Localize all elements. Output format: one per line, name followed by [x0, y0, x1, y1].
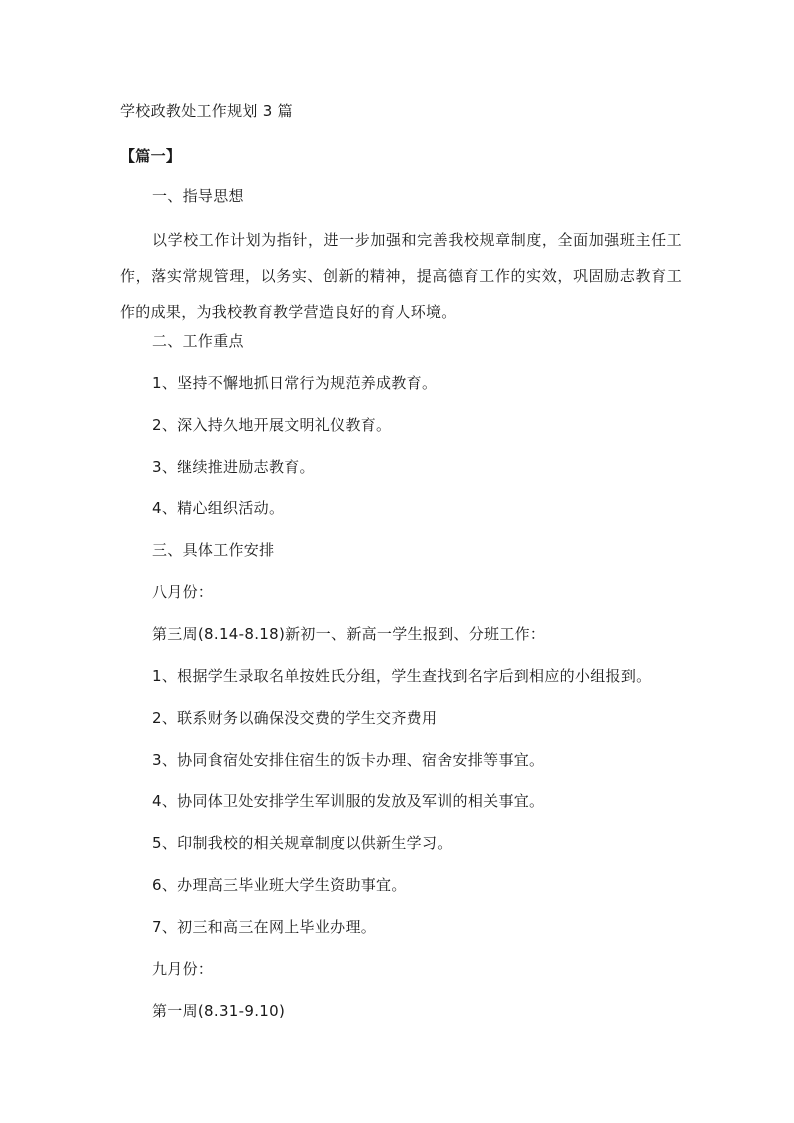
august-item: 7、初三和高三在网上毕业办理。 [152, 918, 377, 936]
heading-guiding-thought: 一、指导思想 [152, 187, 244, 205]
month-august: 八月份： [152, 583, 214, 601]
august-item: 5、印制我校的相关规章制度以供新生学习。 [152, 834, 453, 852]
august-item: 3、协同食宿处安排住宿生的饭卡办理、宿舍安排等事宜。 [152, 751, 545, 769]
august-item: 1、根据学生录取名单按姓氏分组，学生查找到名字后到相应的小组报到。 [152, 667, 652, 685]
focus-item: 1、坚持不懈地抓日常行为规范养成教育。 [152, 374, 438, 392]
focus-item: 3、继续推进励志教育。 [152, 458, 315, 476]
paragraph-guiding-thought: 以学校工作计划为指针，进一步加强和完善我校规章制度，全面加强班主任工作，落实常规管理，以务实、创新的精神，提高德育工作的实效，巩固励志教育工作的成果，为我校教育教学营造良好的育人环境。 [120, 231, 682, 321]
heading-work-focus: 二、工作重点 [152, 332, 244, 350]
focus-item: 2、深入持久地开展文明礼仪教育。 [152, 416, 392, 434]
august-item: 4、协同体卫处安排学生军训服的发放及军训的相关事宜。 [152, 792, 545, 810]
month-september: 九月份： [152, 960, 214, 978]
august-item: 2、联系财务以确保没交费的学生交齐费用 [152, 709, 438, 727]
document-title: 学校政教处工作规划 3 篇 [120, 102, 293, 120]
section-label: 【篇一】 [120, 147, 182, 165]
week-september: 第一周(8.31-9.10) [152, 1002, 286, 1020]
week-august: 第三周(8.14-8.18)新初一、新高一学生报到、分班工作： [152, 625, 546, 643]
august-item: 6、办理高三毕业班大学生资助事宜。 [152, 876, 407, 894]
heading-specific-arrangement: 三、具体工作安排 [152, 541, 275, 559]
focus-item: 4、精心组织活动。 [152, 499, 285, 517]
